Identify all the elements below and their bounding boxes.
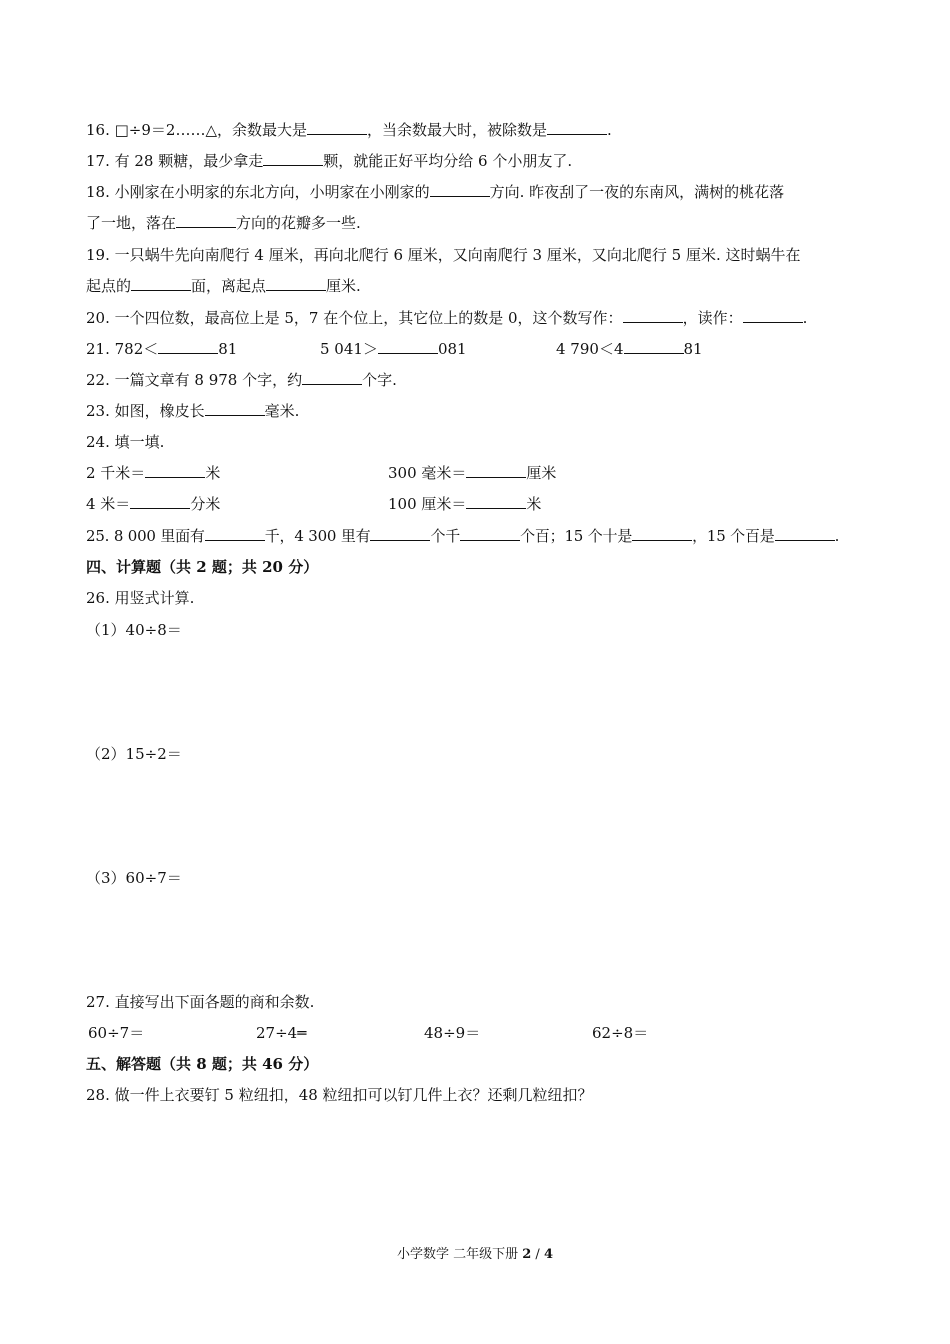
answer-blank[interactable]	[466, 494, 526, 509]
answer-blank[interactable]	[145, 463, 205, 478]
section-heading-word-problems: 五、解答题（共 8 题；共 46 分）	[86, 1055, 319, 1073]
question-21-part3: 4 790＜4 81	[556, 340, 703, 358]
question-23: 23. 如图，橡皮长 毫米.	[86, 402, 300, 420]
question-18-line2: 了一地，落在 方向的花瓣多一些.	[86, 214, 361, 232]
question-27-expr2: 27÷4═	[256, 1024, 307, 1042]
page-total: 4	[543, 1247, 553, 1262]
question-27-title: 27. 直接写出下面各题的商和余数.	[86, 993, 315, 1011]
section-heading-calculation: 四、计算题（共 2 题；共 20 分）	[86, 558, 319, 576]
answer-blank[interactable]	[623, 308, 683, 323]
question-18-line1: 18. 小刚家在小明家的东北方向，小明家在小刚家的 方向. 昨夜刮了一夜的东南风，满树的桃花落	[86, 183, 785, 201]
question-26-part1: （1）40÷8＝	[86, 621, 182, 639]
answer-blank[interactable]	[743, 308, 803, 323]
question-28: 28. 做一件上衣要钉 5 粒纽扣，48 粒纽扣可以钉几件上衣？还剩几粒纽扣？	[86, 1086, 593, 1104]
answer-blank[interactable]	[624, 339, 684, 354]
question-24-row1-left: 2 千米＝ 米	[86, 464, 221, 482]
answer-blank[interactable]	[263, 151, 323, 166]
question-26-part2: （2）15÷2＝	[86, 745, 182, 763]
question-24-row2-right: 100 厘米＝ 米	[388, 495, 542, 513]
answer-blank[interactable]	[176, 213, 236, 228]
answer-blank[interactable]	[370, 526, 430, 541]
answer-blank[interactable]	[266, 276, 326, 291]
answer-blank[interactable]	[307, 120, 367, 135]
answer-blank[interactable]	[632, 526, 692, 541]
answer-blank[interactable]	[775, 526, 835, 541]
answer-blank[interactable]	[205, 526, 265, 541]
answer-blank[interactable]	[378, 339, 438, 354]
question-24-row1-right: 300 毫米＝ 厘米	[388, 464, 557, 482]
answer-blank[interactable]	[302, 370, 362, 385]
question-24-title: 24. 填一填.	[86, 433, 165, 451]
question-27-expr4: 62÷8＝	[592, 1024, 649, 1042]
question-24-row2-left: 4 米＝ 分米	[86, 495, 221, 513]
question-17: 17. 有 28 颗糖，最少拿走 颗，就能正好平均分给 6 个小朋友了.	[86, 152, 573, 170]
answer-blank[interactable]	[130, 494, 190, 509]
question-26-part3: （3）60÷7＝	[86, 869, 182, 887]
answer-blank[interactable]	[547, 120, 607, 135]
question-19-line1: 19. 一只蜗牛先向南爬行 4 厘米，再向北爬行 6 厘米，又向南爬行 3 厘米，又向北爬行 5 厘米. 这时蜗牛在	[86, 246, 801, 264]
page-footer: 小学数学 二年级下册 2 / 4	[396, 1247, 553, 1262]
question-21-part2: 5 041＞ 081	[320, 340, 467, 358]
question-20: 20. 一个四位数，最高位上是 5，7 在个位上，其它位上的数是 0，这个数写作： ，读作： .	[86, 309, 808, 327]
answer-blank[interactable]	[430, 182, 490, 197]
question-27-expr1: 60÷7＝	[88, 1024, 145, 1042]
answer-blank[interactable]	[205, 401, 265, 416]
answer-blank[interactable]	[460, 526, 520, 541]
question-25: 25. 8 000 里面有 千，4 300 里有 个千 个百；15 个十是 ，15 个百是 .	[86, 527, 840, 545]
question-21-part1: 21. 782＜ 81	[86, 340, 238, 358]
question-27-expr3: 48÷9＝	[424, 1024, 481, 1042]
question-19-line2: 起点的 面，离起点 厘米.	[86, 277, 361, 295]
question-22: 22. 一篇文章有 8 978 个字，约 个字.	[86, 371, 397, 389]
answer-blank[interactable]	[158, 339, 218, 354]
page-number: 2	[522, 1247, 532, 1262]
answer-blank[interactable]	[131, 276, 191, 291]
answer-blank[interactable]	[466, 463, 526, 478]
question-26-title: 26. 用竖式计算.	[86, 589, 195, 607]
question-16: 16. □÷9＝2……△，余数最大是 ，当余数最大时，被除数是 .	[86, 121, 612, 139]
